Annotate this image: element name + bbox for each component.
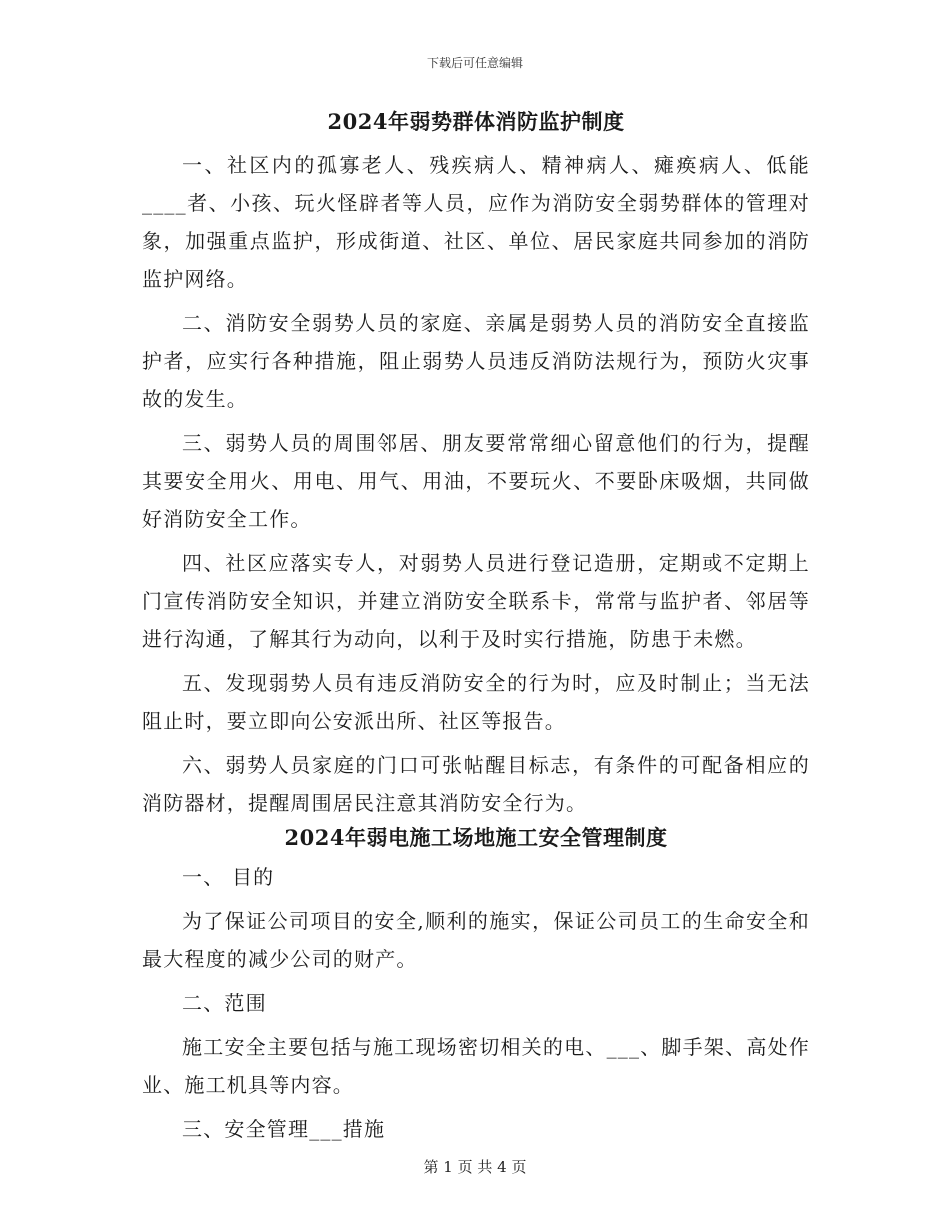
section1-paragraph-4: 四、社区应落实专人，对弱势人员进行登记造册，定期或不定期上门宣传消防安全知识，并建立消防安全联系卡，常常与监护者、邻居等进行沟通，了解其行为动向，以利于及时实行措施，防患于未燃。 <box>142 551 810 651</box>
section2-heading-measures: 三、安全管理___措施 <box>182 1117 386 1141</box>
section1-paragraph-2: 二、消防安全弱势人员的家庭、亲属是弱势人员的消防安全直接监护者，应实行各种措施，阻止弱势人员违反消防法规行为，预防火灾事故的发生。 <box>142 311 810 411</box>
section-title-2: 2024年弱电施工场地施工安全管理制度 <box>284 825 668 850</box>
section2-paragraph-purpose: 为了保证公司项目的安全,顺利的施实，保证公司员工的生命安全和最大程度的减少公司的财产。 <box>142 909 810 971</box>
section1-paragraph-1: 一、社区内的孤寡老人、残疾病人、精神病人、瘫痪病人、低能____者、小孩、玩火怪辟者等人员，应作为消防安全弱势群体的管理对象，加强重点监护，形成街道、社区、单位、居民家庭共同参加的消防监护网络。 <box>142 153 810 291</box>
section1-paragraph-6: 六、弱势人员家庭的门口可张帖醒目标志，有条件的可配备相应的消防器材，提醒周围居民注意其消防安全行为。 <box>142 753 810 815</box>
section1-paragraph-3: 三、弱势人员的周围邻居、朋友要常常细心留意他们的行为，提醒其要安全用火、用电、用气、用油，不要玩火、不要卧床吸烟，共同做好消防安全工作。 <box>142 431 810 531</box>
document-body <box>142 108 810 1148</box>
section-title-1: 2024年弱势群体消防监护制度 <box>327 109 625 134</box>
section1-paragraph-5: 五、发现弱势人员有违反消防安全的行为时，应及时制止；当无法阻止时，要立即向公安派出所、社区等报告。 <box>142 671 810 733</box>
header-note: 下载后可任意编辑 <box>426 56 523 70</box>
section2-heading-purpose: 一、 目的 <box>182 865 275 889</box>
page-number-footer: 第 1 页 共 4 页 <box>423 1158 527 1176</box>
section2-paragraph-scope: 施工安全主要包括与施工现场密切相关的电、___、脚手架、高处作业、施工机具等内容。 <box>142 1035 810 1097</box>
section2-heading-scope: 二、范围 <box>182 991 267 1015</box>
